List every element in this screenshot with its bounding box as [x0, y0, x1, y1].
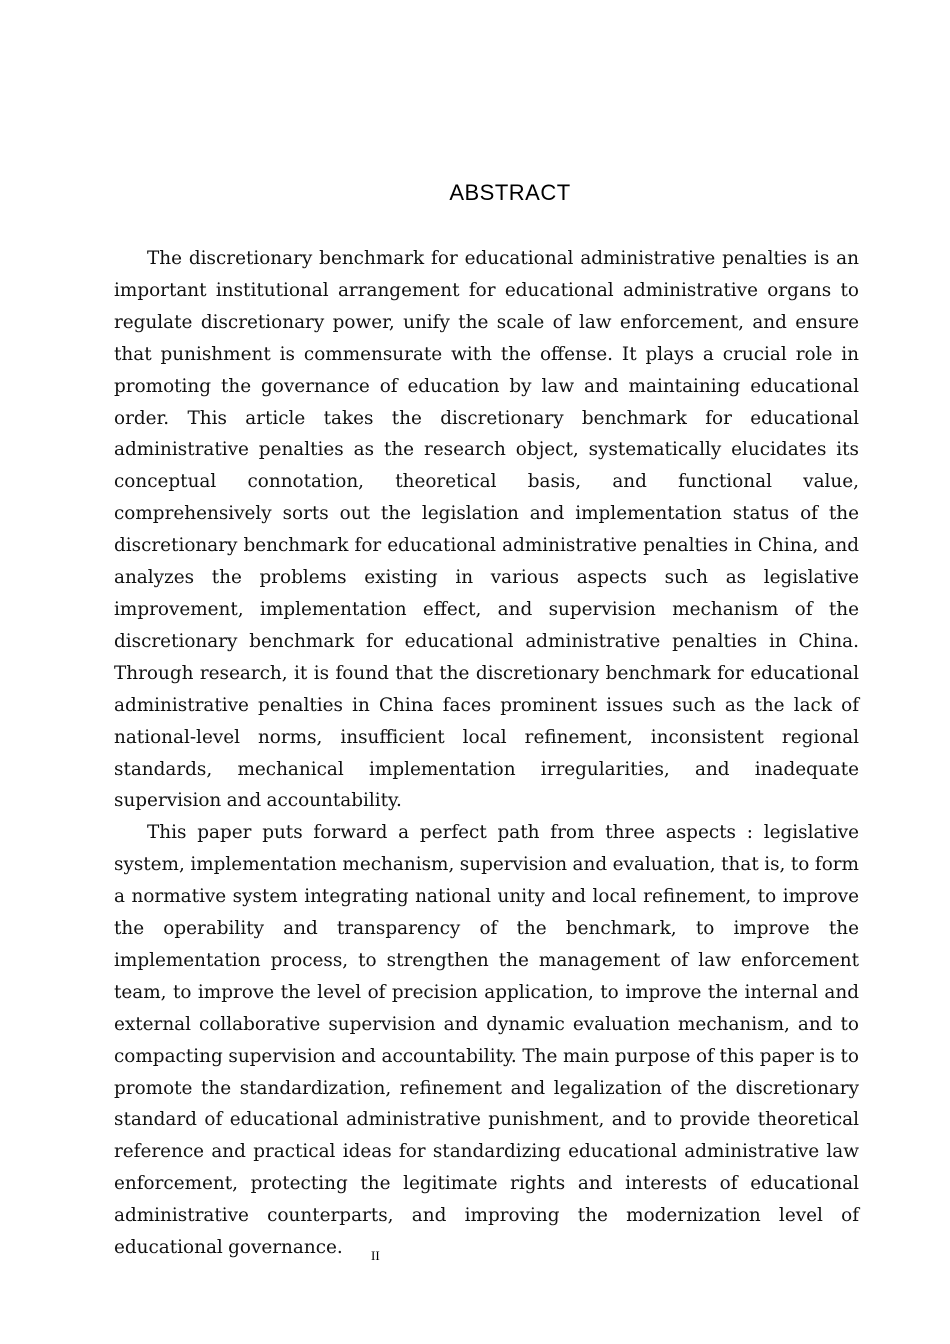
- abstract-title: ABSTRACT: [449, 180, 571, 205]
- abstract-paragraph-1: The discretionary benchmark for educational administrative penalties is an important institutional arrangement for educational administrative organs to regulate discretionary power, unify the scale of law enforcement, and ensure that punishment is commensurate with the offense. It plays a crucial role in promoting the governance of education by law and maintaining educational order. This article takes the discretionary benchmark for educational administrative penalties as the research object, systematically elucidates its conceptual connotation, theoretical basis, and functional value, comprehensively sorts out the legislation and implementation status of the discretionary benchmark for educational administrative penalties in China, and analyzes the problems existing in various aspects such as legislative improvement, implementation effect, and supervision mechanism of the discretionary benchmark for educational administrative penalties in China. Through research, it is found that the discretionary benchmark for educational administrative penalties in China faces prominent issues such as the lack of national-level norms, insufficient local refinement, inconsistent regional standards, mechanical implementation irregularities, and inadequate supervision and accountability.: [114, 248, 859, 812]
- abstract-body: [114, 243, 859, 1264]
- page-number: II: [371, 1248, 380, 1263]
- abstract-paragraph-2: This paper puts forward a perfect path from three aspects : legislative system, implementation mechanism, supervision and evaluation, that is, to form a normative system integrating national unity and local refinement, to improve the operability and transparency of the benchmark, to improve the implementation process, to strengthen the management of law enforcement team, to improve the level of precision application, to improve the internal and external collaborative supervision and dynamic evaluation mechanism, and to compacting supervision and accountability. The main purpose of this paper is to promote the standardization, refinement and legalization of the discretionary standard of educational administrative punishment, and to provide theoretical reference and practical ideas for standardizing educational administrative law enforcement, protecting the legitimate rights and interests of educational administrative counterparts, and improving the modernization level of educational governance.: [114, 822, 859, 1259]
